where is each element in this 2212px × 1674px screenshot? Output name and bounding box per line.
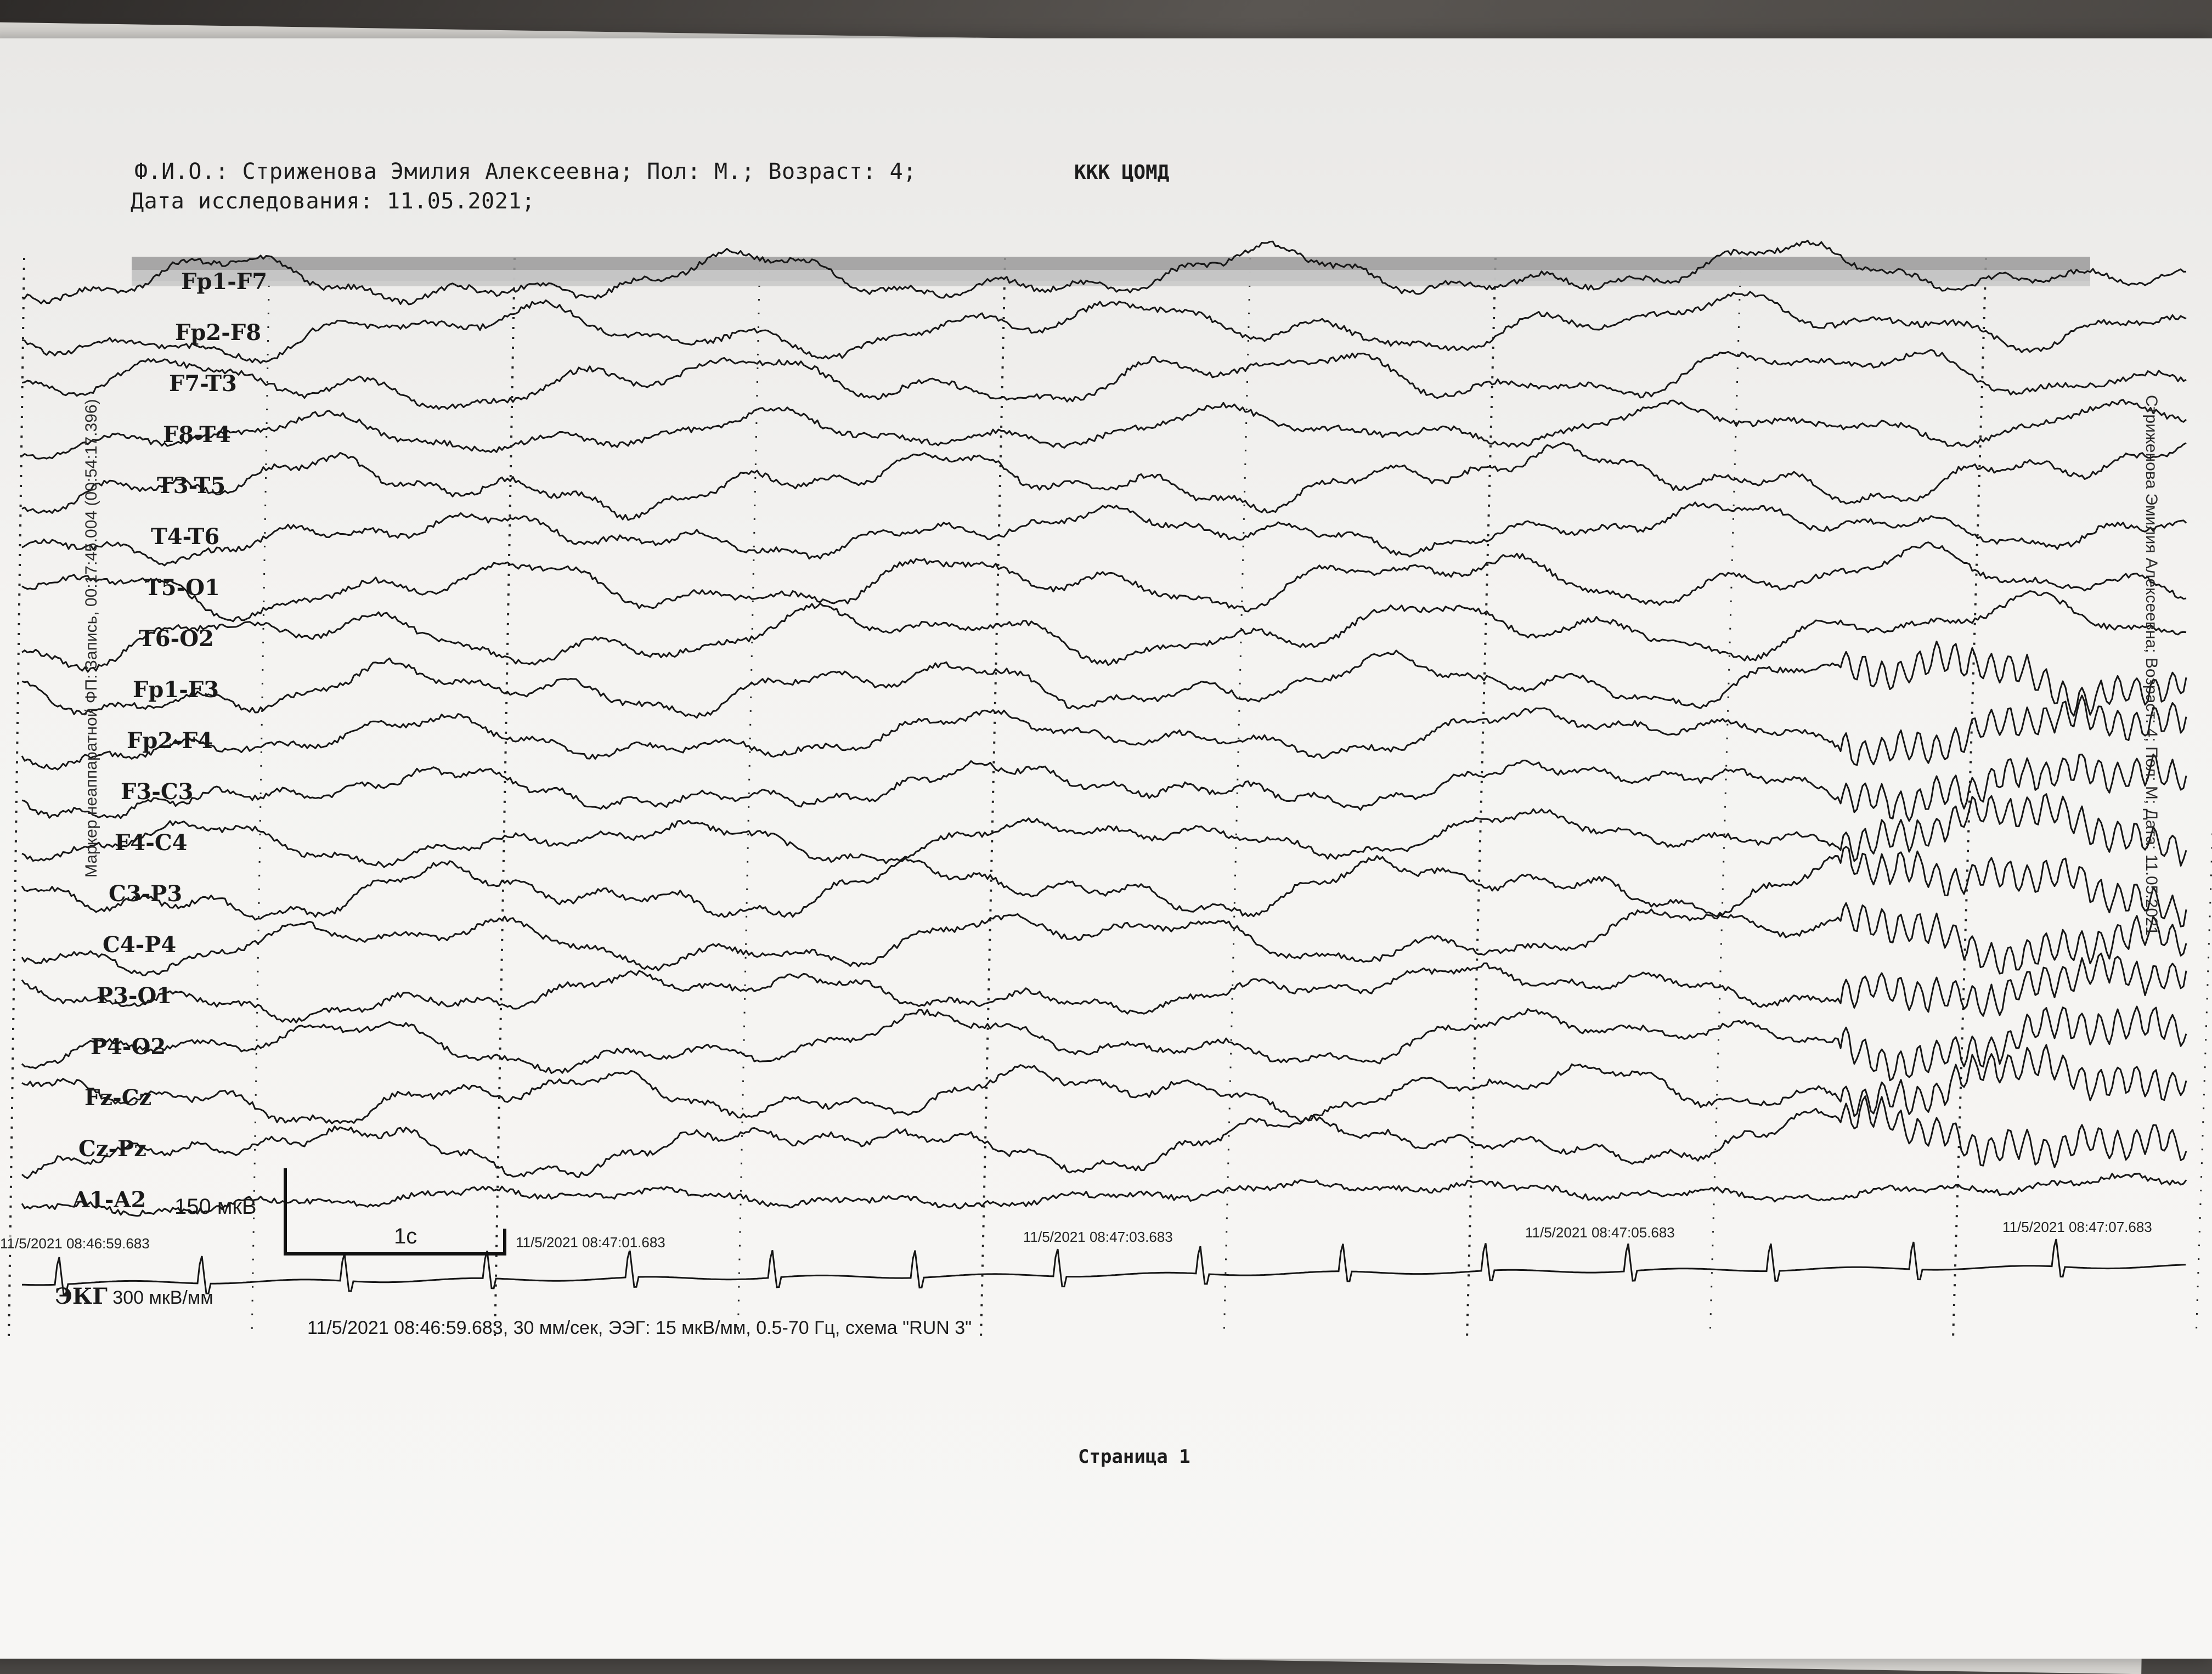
eeg-channel-trace bbox=[22, 1174, 2186, 1216]
channel-label: F8-T4 bbox=[163, 422, 231, 448]
calibration-amplitude: 150 мкВ bbox=[174, 1195, 257, 1219]
page-number: Страница 1 bbox=[1078, 1446, 1190, 1468]
eeg-channel-trace bbox=[22, 903, 2186, 975]
time-gridline bbox=[1467, 258, 1496, 1338]
left-margin-marker-text: Маркер неаппаратной ФП: Запись, 00:17:45.004 (00:54:17.396) bbox=[82, 399, 100, 878]
recording-parameters: 11/5/2021 08:46:59.683, 30 мм/сек, ЭЭГ: 15 мкВ/мм, 0.5-70 Гц, схема "RUN 3" bbox=[307, 1317, 972, 1338]
channel-label: A1-A2 bbox=[72, 1187, 146, 1213]
channel-label: Fp2-F8 bbox=[175, 320, 262, 346]
eeg-channel-trace bbox=[22, 542, 2186, 621]
channel-label: P4-O2 bbox=[91, 1034, 166, 1060]
eeg-channel-trace bbox=[22, 1045, 2186, 1123]
eeg-channel-trace bbox=[22, 953, 2186, 1022]
channel-label: T5-O1 bbox=[145, 575, 220, 601]
channel-label: Fp1-F3 bbox=[133, 677, 219, 703]
channel-label: T3-T5 bbox=[157, 473, 226, 499]
timestamp-label: 11/5/2021 08:47:07.683 bbox=[2002, 1219, 2152, 1235]
channel-label: T6-O2 bbox=[139, 626, 214, 652]
channel-label: F7-T3 bbox=[169, 371, 237, 397]
study-date-line: Дата исследования: 11.05.2021; bbox=[131, 189, 535, 214]
timestamp-label: 11/5/2021 08:47:01.683 bbox=[516, 1234, 665, 1251]
eeg-channel-trace bbox=[22, 847, 2186, 927]
channel-label: Cz-Pz bbox=[78, 1136, 146, 1162]
eeg-channel-trace bbox=[22, 292, 2186, 363]
top-gray-band-light bbox=[132, 270, 2090, 286]
eeg-channel-trace bbox=[22, 695, 2186, 770]
channel-label: C3-P3 bbox=[109, 881, 183, 907]
eeg-channel-trace bbox=[22, 1006, 2186, 1081]
calibration-time: 1с bbox=[394, 1224, 417, 1248]
institution-name: ККК ЦОМД bbox=[1074, 161, 1170, 184]
timestamp-label: 11/5/2021 08:47:03.683 bbox=[1023, 1229, 1173, 1245]
timestamp-label: 11/5/2021 08:46:59.683 bbox=[0, 1235, 150, 1252]
channel-label: P3-O1 bbox=[97, 983, 172, 1009]
time-gridline bbox=[1953, 258, 1986, 1338]
eeg-traces bbox=[22, 241, 2186, 1294]
eeg-channel-trace bbox=[22, 642, 2186, 718]
eeg-channel-trace bbox=[22, 443, 2186, 520]
timestamp-label: 11/5/2021 08:47:05.683 bbox=[1525, 1224, 1675, 1241]
channel-label: F4-C4 bbox=[115, 830, 188, 856]
channel-label: F3-C3 bbox=[121, 779, 194, 805]
patient-info-line: Ф.И.О.: Стриженова Эмилия Алексеевна; Пол: М.; Возраст: 4; bbox=[134, 159, 917, 184]
channel-label: T4-T6 bbox=[151, 524, 220, 550]
eeg-channel-trace bbox=[22, 1096, 2186, 1178]
time-gridline bbox=[2196, 258, 2212, 1338]
ecg-trace bbox=[22, 1239, 2186, 1294]
channel-label: Fz-Cz bbox=[84, 1085, 152, 1111]
eeg-channel-trace bbox=[22, 350, 2186, 409]
ecg-scale: 300 мкВ/мм bbox=[112, 1287, 213, 1308]
ecg-label: ЭКГ bbox=[55, 1283, 108, 1309]
time-gridline bbox=[981, 258, 1005, 1338]
channel-label: Fp1-F7 bbox=[181, 269, 268, 295]
eeg-channel-trace bbox=[22, 502, 2186, 565]
eeg-channel-trace bbox=[22, 754, 2186, 821]
channel-label: C4-P4 bbox=[103, 932, 177, 958]
ecg-label-group bbox=[55, 1283, 213, 1309]
channel-label: Fp2-F4 bbox=[127, 728, 213, 754]
eeg-channel-trace bbox=[22, 400, 2186, 459]
right-margin-patient-text: Стриженова Эмилия Алексеевна; Возраст: 4; Пол: М; Дата: 11.05.2021 bbox=[2142, 395, 2160, 936]
time-gridline bbox=[1224, 258, 1250, 1338]
time-gridline bbox=[9, 258, 24, 1338]
